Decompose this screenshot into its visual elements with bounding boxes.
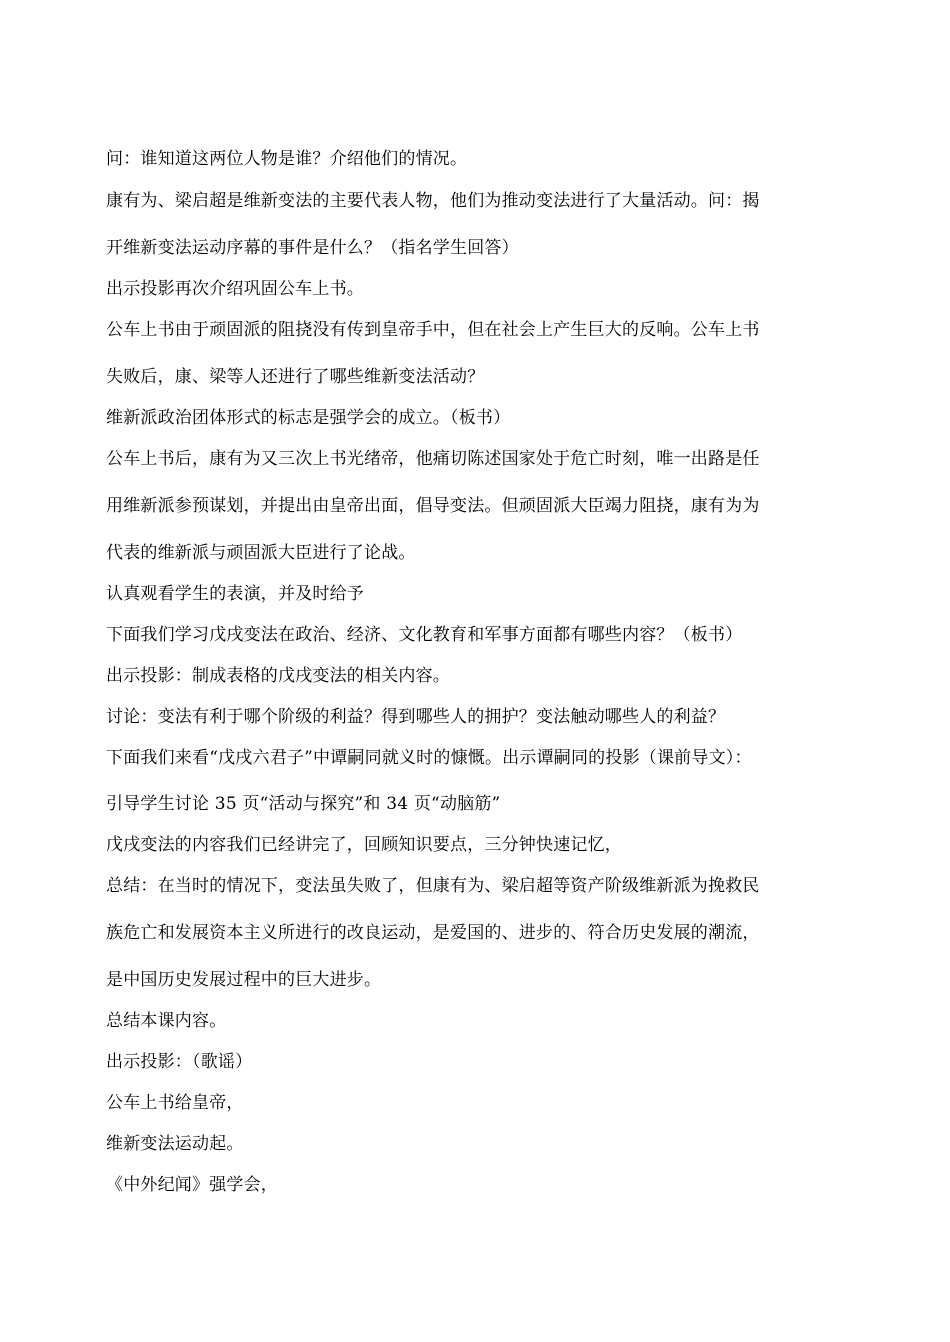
text-line: 出示投影再次介绍巩固公车上书。 <box>106 279 364 299</box>
text-line: 维新派政治团体形式的标志是强学会的成立。（板书） <box>106 408 511 428</box>
text-line: 《中外纪闻》强学会， <box>106 1175 278 1195</box>
text-line: 总结：在当时的情况下，变法虽失败了，但康有为、梁启超等资产阶级维新派为挽救民 <box>106 876 760 896</box>
text-line: 族危亡和发展资本主义所进行的改良运动，是爱国的、进步的、符合历史发展的潮流， <box>106 923 760 943</box>
text-line: 下面我们学习戊戌变法在政治、经济、文化教育和军事方面都有哪些内容？（板书） <box>106 625 743 645</box>
text-line: 公车上书给皇帝， <box>106 1093 244 1113</box>
text-line: 引导学生讨论 35 页“活动与探究”和 34 页“动脑筋” <box>106 794 501 814</box>
text-line: 戊戌变法的内容我们已经讲完了，回顾知识要点，三分钟快速记忆， <box>106 835 622 855</box>
text-line: 用维新派参预谋划，并提出由皇帝出面，倡导变法。但顽固派大臣竭力阻挠，康有为为 <box>106 496 760 516</box>
text-line: 讨论：变法有利于哪个阶级的利益？得到哪些人的拥护？变法触动哪些人的利益？ <box>106 707 726 727</box>
text-line: 代表的维新派与顽固派大臣进行了论战。 <box>106 543 416 563</box>
text-line: 开维新变法运动序幕的事件是什么？（指名学生回答） <box>106 238 519 258</box>
text-line: 问：谁知道这两位人物是谁？介绍他们的情况。 <box>106 149 468 169</box>
text-line: 出示投影：（歌谣） <box>106 1052 253 1072</box>
text-line: 康有为、梁启超是维新变法的主要代表人物，他们为推动变法进行了大量活动。问：揭 <box>106 191 760 211</box>
text-line: 总结本课内容。 <box>106 1011 227 1031</box>
text-line: 下面我们来看“戊戌六君子”中谭嗣同就义时的慷慨。出示谭嗣同的投影（课前导文）： <box>106 748 752 768</box>
text-line: 是中国历史发展过程中的巨大进步。 <box>106 970 382 990</box>
text-line: 维新变法运动起。 <box>106 1134 244 1154</box>
text-line: 出示投影：制成表格的戊戌变法的相关内容。 <box>106 666 450 686</box>
text-line: 失败后，康、梁等人还进行了哪些维新变法活动？ <box>106 367 485 387</box>
text-line: 公车上书由于顽固派的阻挠没有传到皇帝手中，但在社会上产生巨大的反响。公车上书 <box>106 320 760 340</box>
text-line: 认真观看学生的表演，并及时给予 <box>106 584 364 604</box>
text-line: 公车上书后，康有为又三次上书光绪帝，他痛切陈述国家处于危亡时刻，唯一出路是任 <box>106 449 760 469</box>
